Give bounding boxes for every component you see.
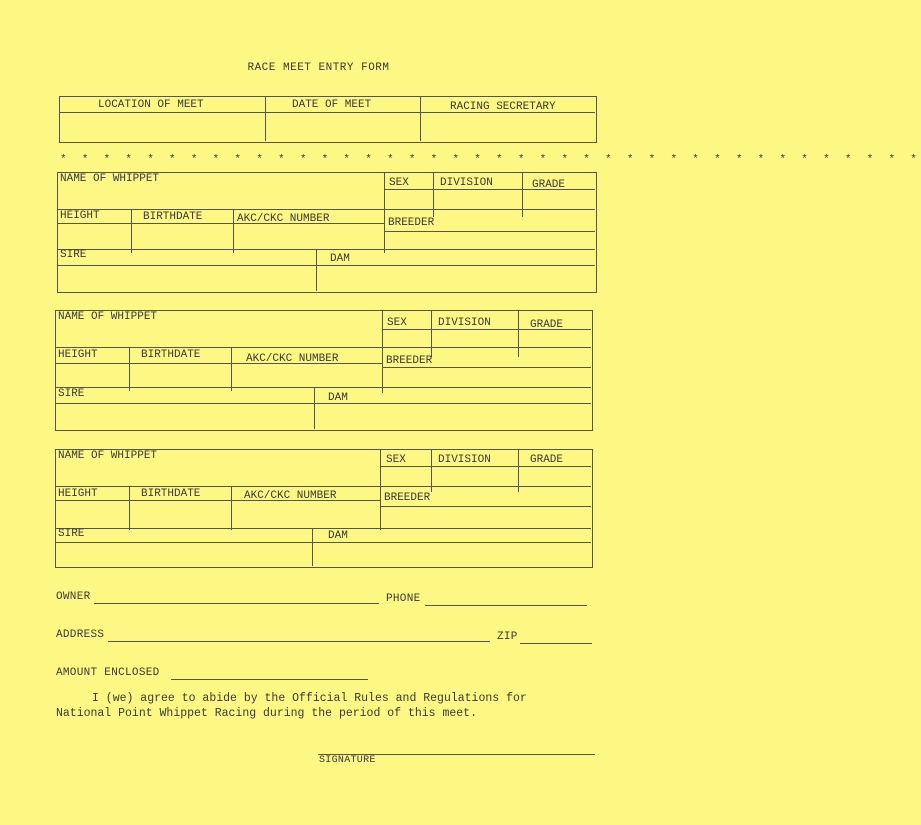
col-line xyxy=(231,347,232,391)
agreement-text xyxy=(56,691,576,721)
whippet-division-label: DIVISION xyxy=(440,177,493,189)
phone-label: PHONE xyxy=(386,593,421,605)
meet-info-box xyxy=(59,96,597,143)
meet-divider-2 xyxy=(420,97,421,141)
row-line xyxy=(58,265,595,266)
col-line xyxy=(382,311,383,393)
row-line xyxy=(384,189,595,190)
signature-label: SIGNATURE xyxy=(319,755,376,766)
whippet-breeder-label: BREEDER xyxy=(388,217,435,229)
row-line xyxy=(56,486,591,487)
row-line xyxy=(58,223,384,224)
whippet-sex-label: SEX xyxy=(387,317,407,329)
row-line xyxy=(382,329,591,330)
meet-divider-1 xyxy=(265,97,266,141)
row-line xyxy=(56,528,591,529)
col-line xyxy=(431,311,432,357)
whippet-breeder-label: BREEDER xyxy=(384,492,431,504)
whippet-grade-label: GRADE xyxy=(530,319,564,331)
form-title: RACE MEET ENTRY FORM xyxy=(247,62,390,74)
row-line xyxy=(56,500,380,501)
whippet-name-label: NAME OF WHIPPET xyxy=(58,311,158,323)
meet-mid-line xyxy=(60,112,595,113)
col-line xyxy=(384,173,385,253)
whippet-height-label: HEIGHT xyxy=(58,488,98,500)
whippet-dam-label: DAM xyxy=(328,530,348,542)
col-line xyxy=(231,486,232,530)
address-field[interactable] xyxy=(108,641,490,642)
whippet-sex-label: SEX xyxy=(386,454,406,466)
col-line xyxy=(522,173,523,217)
row-line xyxy=(56,387,591,388)
whippet-birthdate-label: BIRTHDATE xyxy=(141,488,201,500)
agreement-line-2: National Point Whippet Racing during the period of this meet. xyxy=(56,707,477,720)
whippet-division-label: DIVISION xyxy=(438,454,491,466)
whippet-akc-label: AKC/CKC NUMBER xyxy=(246,353,339,365)
row-line xyxy=(56,403,591,404)
amount-enclosed-label: AMOUNT ENCLOSED xyxy=(56,667,160,679)
whippet-grade-label: GRADE xyxy=(530,454,564,466)
row-line xyxy=(58,249,595,250)
row-line xyxy=(380,506,591,507)
col-line xyxy=(314,387,315,429)
whippet-block-2 xyxy=(55,310,593,431)
whippet-dam-label: DAM xyxy=(330,253,350,265)
phone-field[interactable] xyxy=(425,605,587,606)
col-line xyxy=(312,528,313,566)
meet-date-label: DATE OF MEET xyxy=(292,99,372,111)
whippet-birthdate-label: BIRTHDATE xyxy=(141,349,201,361)
whippet-dam-label: DAM xyxy=(328,392,348,404)
whippet-height-label: HEIGHT xyxy=(60,210,100,222)
row-line xyxy=(382,367,591,368)
meet-location-label: LOCATION OF MEET xyxy=(98,99,204,111)
whippet-sire-label: SIRE xyxy=(60,249,87,261)
col-line xyxy=(433,173,434,217)
address-label: ADDRESS xyxy=(56,629,105,641)
row-line xyxy=(56,542,591,543)
whippet-grade-label: GRADE xyxy=(532,179,566,191)
racing-secretary-label: RACING SECRETARY xyxy=(450,101,556,113)
whippet-name-label: NAME OF WHIPPET xyxy=(58,450,158,462)
zip-label: ZIP xyxy=(497,631,518,643)
col-line xyxy=(129,486,130,530)
whippet-akc-label: AKC/CKC NUMBER xyxy=(244,490,337,502)
whippet-division-label: DIVISION xyxy=(438,317,491,329)
whippet-birthdate-label: BIRTHDATE xyxy=(143,211,203,223)
col-line xyxy=(131,209,132,253)
row-line xyxy=(58,209,595,210)
whippet-breeder-label: BREEDER xyxy=(386,355,433,367)
row-line xyxy=(380,466,591,467)
whippet-block-3 xyxy=(55,449,593,568)
col-line xyxy=(129,347,130,391)
owner-field[interactable] xyxy=(94,603,379,604)
zip-field[interactable] xyxy=(520,643,592,644)
owner-label: OWNER xyxy=(56,591,91,603)
col-line xyxy=(233,209,234,253)
whippet-height-label: HEIGHT xyxy=(58,349,98,361)
amount-enclosed-field[interactable] xyxy=(171,679,368,680)
row-line xyxy=(384,231,595,232)
col-line xyxy=(518,311,519,357)
col-line xyxy=(316,249,317,291)
whippet-sex-label: SEX xyxy=(389,177,409,189)
agreement-line-1: I (we) agree to abide by the Official Rules and Regulations for xyxy=(92,692,527,705)
row-line xyxy=(56,363,382,364)
whippet-name-label: NAME OF WHIPPET xyxy=(60,173,160,185)
col-line xyxy=(380,450,381,530)
row-line xyxy=(56,347,591,348)
whippet-sire-label: SIRE xyxy=(58,388,85,400)
whippet-sire-label: SIRE xyxy=(58,528,85,540)
whippet-akc-label: AKC/CKC NUMBER xyxy=(237,213,330,225)
whippet-block-1 xyxy=(57,172,597,293)
star-divider: * * * * * * * * * * * * * * * * * * * * * * * * * * * * * * * * * * * * * * * * xyxy=(60,154,921,166)
